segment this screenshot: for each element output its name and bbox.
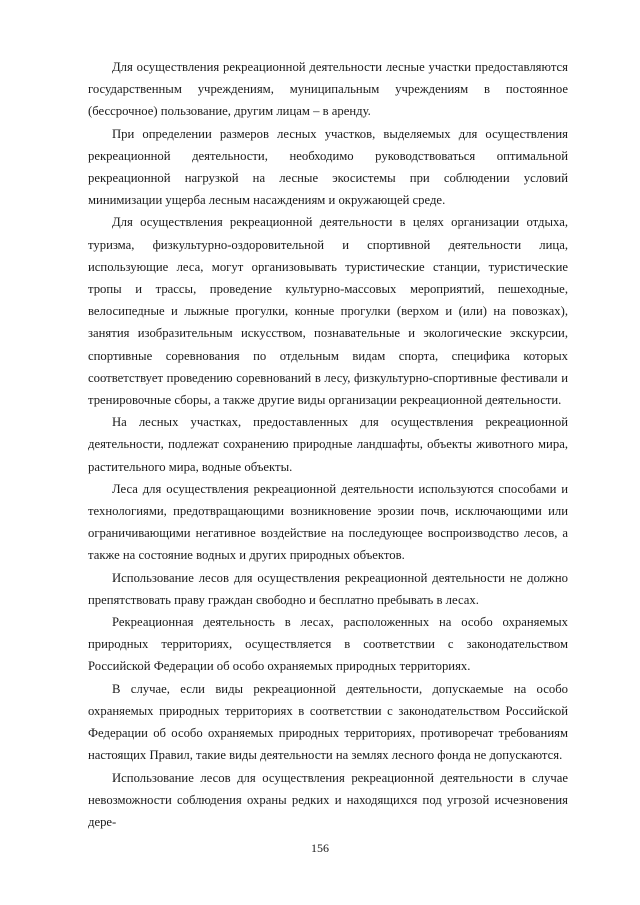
paragraph: Для осуществления рекреационной деятельности в целях организации отдыха, туризма, физкультурно-оздоровительной и спортивной деятельности лица, использующие леса, могут организовывать туристические станции, туристические тропы и трассы, проведение культурно-массовых мероприятий, пешеходные, велосипедные и лыжные прогулки, конные прогулки (верхом и (или) на повозках), занятия изобразительным искусством, познавательные и экологические экскурсии, спортивные соревнования по отдельным видам спорта, специфика которых соответствует проведению соревнований в лесу, физкультурно-спортивные фестивали и тренировочные сборы, а также другие виды организации рекреационной деятельности.	[88, 215, 568, 408]
paragraph: В случае, если виды рекреационной деятельности, допускаемые на особо охраняемых природных территориях в соответствии с законодательством Российской Федерации об особо охраняемых природных территориях, противоречат требованиям настоящих Правил, такие виды деятельности на землях лесного фонда не допускаются.	[88, 681, 568, 763]
paragraph: При определении размеров лесных участков, выделяемых для осуществления рекреационной деятельности, необходимо руководствоваться оптимальной рекреационной нагрузкой на лесные экосистемы при соблюдении условий минимизации ущерба лесным насаждениям и окружающей среде.	[88, 126, 568, 208]
paragraph: Для осуществления рекреационной деятельности лесные участки предоставляются государственным учреждениям, муниципальным учреждениям в постоянное (бессрочное) пользование, другим лицам – в аренду.	[88, 60, 568, 119]
paragraph: Леса для осуществления рекреационной деятельности используются способами и технологиями, предотвращающими возникновение эрозии почв, исключающими или ограничивающими негативное воздействие на последующее воспроизводство лесов, а также на состояние водных и других природных объектов.	[88, 481, 568, 563]
body-text	[88, 56, 568, 833]
paragraph: На лесных участках, предоставленных для осуществления рекреационной деятельности, подлежат сохранению природные ландшафты, объекты животного мира, растительного мира, водные объекты.	[88, 415, 568, 474]
paragraph: Рекреационная деятельность в лесах, расположенных на особо охраняемых природных территориях, осуществляется в соответствии с законодательством Российской Федерации об особо охраняемых природных территориях.	[88, 615, 568, 674]
page-number: 156	[311, 841, 329, 855]
paragraph: Использование лесов для осуществления рекреационной деятельности не должно препятствовать праву граждан свободно и бесплатно пребывать в лесах.	[88, 570, 568, 607]
paragraph: Использование лесов для осуществления рекреационной деятельности в случае невозможности соблюдения охраны редких и находящихся под угрозой исчезновения дере-	[88, 770, 568, 829]
